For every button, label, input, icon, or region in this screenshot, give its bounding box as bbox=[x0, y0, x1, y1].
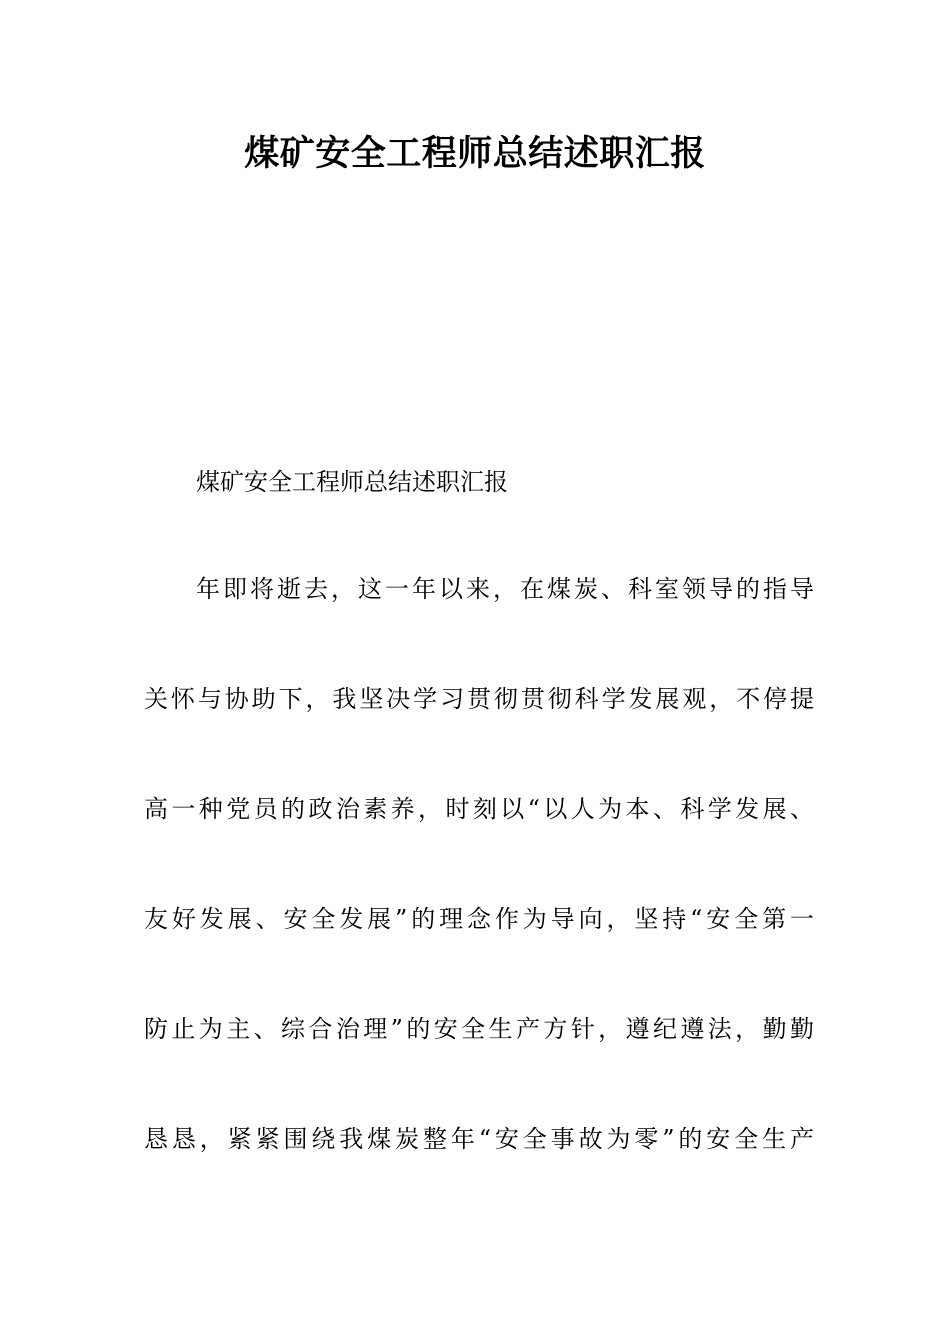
body-line: 高一种党员的政治素养，时刻以“以人为本、科学发展、 bbox=[144, 795, 814, 823]
body-line: 年即将逝去，这一年以来，在煤炭、科室领导的指导 bbox=[196, 575, 814, 603]
body-line: 防止为主、综合治理”的安全生产方针，遵纪遵法，勤勤 bbox=[144, 1015, 814, 1043]
body-line: 友好发展、安全发展”的理念作为导向，坚持“安全第一 bbox=[144, 905, 814, 933]
body-line: 恳恳，紧紧围绕我煤炭整年“安全事故为零”的安全生产 bbox=[144, 1125, 814, 1153]
body-line: 关怀与协助下，我坚决学习贯彻贯彻科学发展观，不停提 bbox=[144, 685, 814, 713]
document-title: 煤矿安全工程师总结述职汇报 bbox=[244, 133, 706, 174]
body-paragraph bbox=[144, 569, 814, 1229]
document-subtitle: 煤矿安全工程师总结述职汇报 bbox=[196, 468, 508, 496]
